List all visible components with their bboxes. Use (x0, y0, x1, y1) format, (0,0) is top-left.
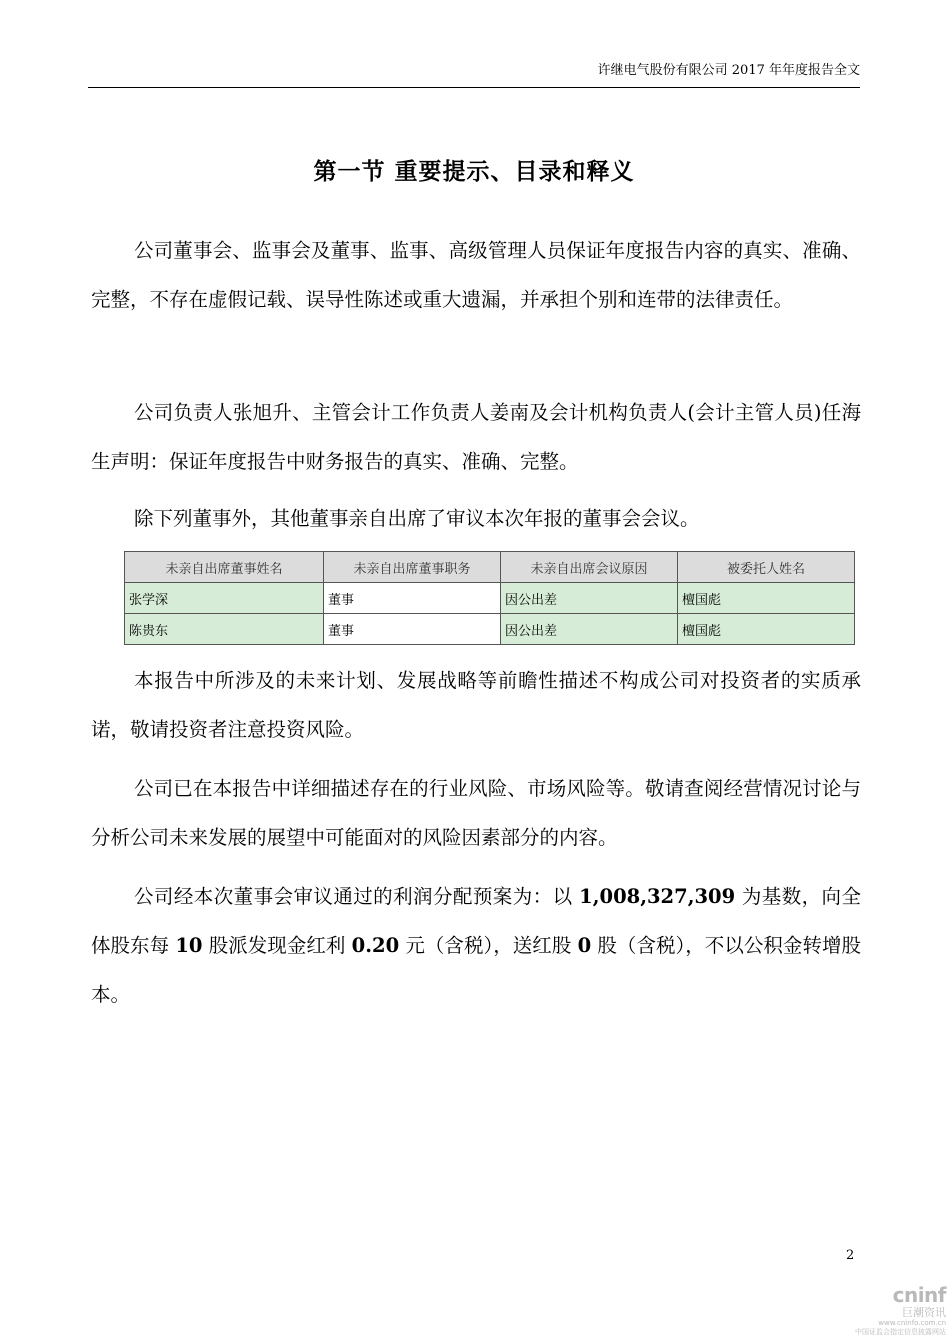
paragraph-board-guarantee: 公司董事会、监事会及董事、监事、高级管理人员保证年度报告内容的真实、准确、完整，不存在虚假记载、误导性陈述或重大遗漏，并承担个别和连带的法律责任。 (91, 239, 861, 311)
table-cell-name: 陈贵东 (125, 614, 324, 645)
text-segment: 股派发现金红利 (202, 934, 352, 957)
table-header-cell: 未亲自出席董事职务 (324, 552, 501, 583)
cash-dividend-number: 0.20 (351, 934, 400, 957)
table-header-cell: 未亲自出席董事姓名 (125, 552, 324, 583)
paragraph-absent-directors: 除下列董事外，其他董事亲自出席了审议本次年报的董事会会议。 (134, 507, 700, 530)
text-segment: 公司经本次董事会审议通过的利润分配预案为：以 (134, 885, 580, 908)
watermark-cn-name: 巨潮资讯 (902, 1306, 946, 1319)
page-number: 2 (846, 1248, 855, 1263)
absent-directors-table (124, 551, 855, 645)
paragraph-risk-notice: 公司已在本报告中详细描述存在的行业风险、市场风险等。敬请查阅经营情况讨论与分析公司未来发展的展望中可能面对的风险因素部分的内容。 (91, 777, 861, 849)
paragraph-forward-looking: 本报告中所涉及的未来计划、发展战略等前瞻性描述不构成公司对投资者的实质承诺，敬请投资者注意投资风险。 (91, 669, 861, 741)
table-cell-reason: 因公出差 (501, 614, 678, 645)
table-cell-position: 董事 (324, 614, 501, 645)
watermark-brand: cninf (892, 1283, 946, 1307)
table-header-cell: 未亲自出席会议原因 (501, 552, 678, 583)
watermark-tagline: 中国证监会指定信息披露网站 (855, 1328, 946, 1336)
table-cell-position: 董事 (324, 583, 501, 614)
table-row (125, 583, 855, 614)
table-cell-reason: 因公出差 (501, 583, 678, 614)
table-cell-proxy: 檀国彪 (678, 583, 855, 614)
header-divider (88, 87, 860, 88)
table-row (125, 614, 855, 645)
share-base-number: 1,008,327,309 (579, 885, 736, 908)
text-segment: 为基数，向全体股东每 (91, 885, 861, 957)
report-header: 许继电气股份有限公司 2017 年年度报告全文 (597, 63, 860, 78)
paragraph-profit-distribution (91, 872, 861, 1019)
section-title: 第一节 重要提示、目录和释义 (313, 158, 635, 185)
table-header-cell: 被委托人姓名 (678, 552, 855, 583)
text-segment: 股（含税），不以公积金转增股本。 (91, 934, 862, 1006)
bonus-share-number: 0 (577, 934, 592, 957)
table-header-row (125, 552, 855, 583)
table-cell-name: 张学深 (125, 583, 324, 614)
watermark-url: www.cninfo.com.cn (878, 1319, 946, 1327)
text-segment: 元（含税），送红股 (399, 934, 578, 957)
table-cell-proxy: 檀国彪 (678, 614, 855, 645)
share-unit-number: 10 (175, 934, 203, 957)
paragraph-financial-statement: 公司负责人张旭升、主管会计工作负责人姜南及会计机构负责人(会计主管人员)任海生声明：保证年度报告中财务报告的真实、准确、完整。 (91, 401, 861, 473)
cninfo-watermark-logo (836, 1284, 946, 1340)
